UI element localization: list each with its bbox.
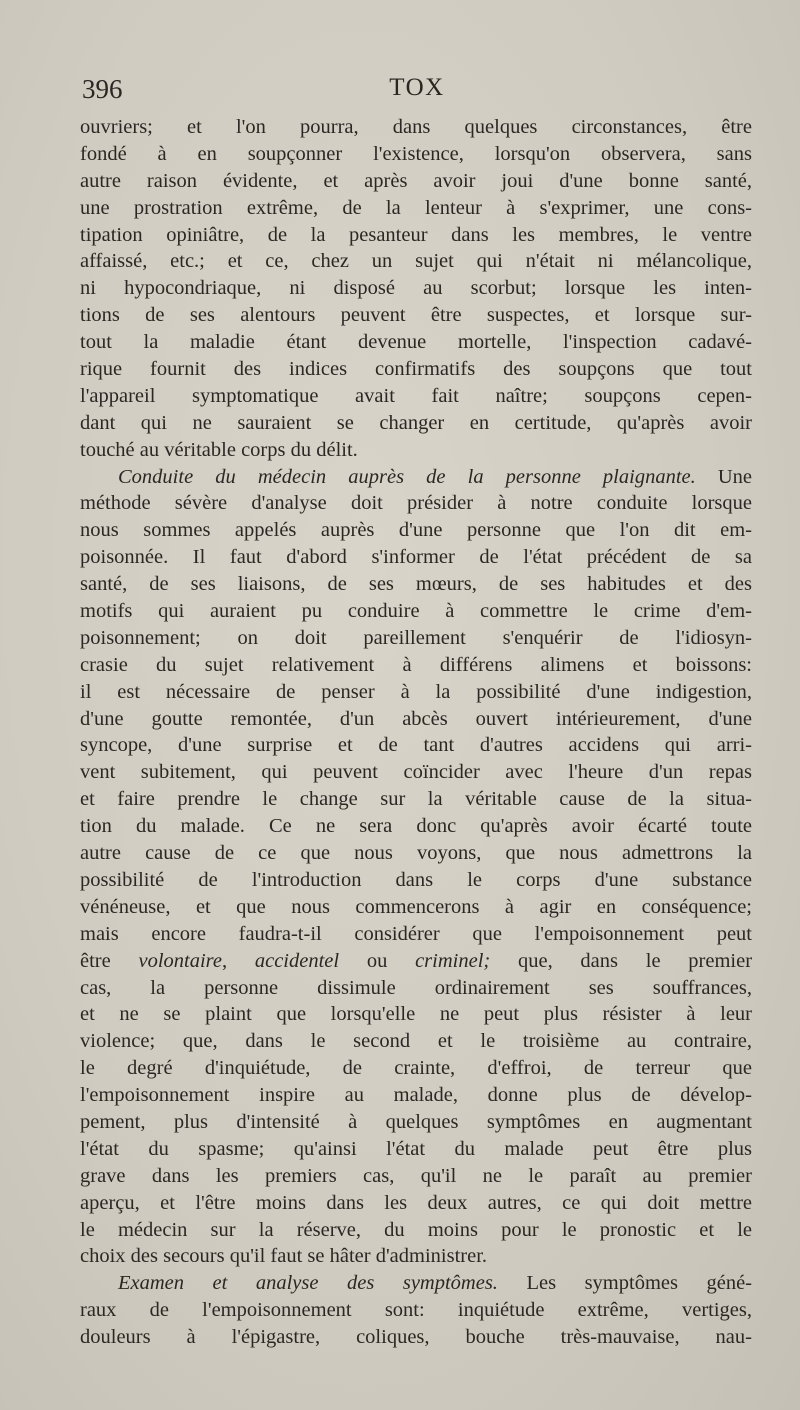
text-line: autre raison évidente, et après avoir joui d'une bonne santé, bbox=[80, 169, 752, 192]
text-line: dant qui ne sauraient se changer en certitude, qu'après avoir bbox=[80, 411, 752, 434]
text-line: affaissé, etc.; et ce, chez un sujet qui n'était ni mélancolique, bbox=[80, 250, 752, 273]
body-text bbox=[80, 114, 752, 1351]
text-line: tions de ses alentours peuvent être suspectes, et lorsque sur- bbox=[80, 304, 752, 327]
text-line: et faire prendre le change sur la véritable cause de la situa- bbox=[80, 788, 752, 811]
section-heading: Examen et analyse des symptômes. bbox=[118, 1272, 498, 1295]
text-line: l'empoisonnement inspire au malade, donne plus de dévelop- bbox=[80, 1084, 752, 1107]
text-fragment: Une bbox=[717, 465, 752, 488]
text-line: grave dans les premiers cas, qu'il ne le paraît au premier bbox=[80, 1164, 752, 1187]
text-line: touché au véritable corps du délit. bbox=[80, 438, 358, 461]
text-line: raux de l'empoisonnement sont: inquiétude extrême, vertiges, bbox=[80, 1299, 752, 1322]
text-line: il est nécessaire de penser à la possibilité d'une indigestion, bbox=[80, 680, 752, 703]
text-line: nous sommes appelés auprès d'une personne que l'on dit em- bbox=[80, 519, 752, 542]
text-fragment: , bbox=[221, 949, 255, 972]
italic-term: accidentel bbox=[254, 949, 340, 972]
text-line: vent subitement, qui peuvent coïncider avec l'heure d'un repas bbox=[80, 761, 752, 784]
text-line: possibilité de l'introduction dans le corps d'une substance bbox=[80, 868, 752, 891]
page-header bbox=[82, 74, 752, 108]
text-line: tout la maladie étant devenue mortelle, l'inspection cadavé- bbox=[80, 331, 752, 354]
text-line: tion du malade. Ce ne sera donc qu'après avoir écarté toute bbox=[80, 815, 752, 838]
text-line: vénéneuse, et que nous commencerons à agir en conséquence; bbox=[80, 895, 752, 918]
text-line: l'appareil symptomatique avait fait naître; soupçons cepen- bbox=[80, 384, 752, 407]
page-number: 396 bbox=[82, 74, 123, 104]
text-line: poisonnée. Il faut d'abord s'informer de l'état précédent de sa bbox=[80, 546, 752, 569]
text-line: tipation opiniâtre, de la pesanteur dans les membres, le ventre bbox=[80, 223, 752, 246]
text-line: une prostration extrême, de la lenteur à s'exprimer, une cons- bbox=[80, 196, 752, 219]
text-line: fondé à en soupçonner l'existence, lorsqu'on observera, sans bbox=[80, 142, 752, 165]
text-line bbox=[80, 948, 752, 975]
section-heading-line bbox=[80, 464, 752, 491]
italic-term: volontaire bbox=[138, 949, 222, 972]
text-line: autre cause de ce que nous voyons, que nous admettrons la bbox=[80, 842, 752, 865]
italic-term: criminel; bbox=[415, 949, 491, 972]
text-line: méthode sévère d'analyse doit présider à notre conduite lorsque bbox=[80, 492, 752, 515]
text-line: cas, la personne dissimule ordinairement ses souffrances, bbox=[80, 976, 752, 999]
text-line: ouvriers; et l'on pourra, dans quelques circonstances, être bbox=[80, 116, 752, 138]
text-line: ni hypocondriaque, ni disposé au scorbut; lorsque les inten- bbox=[80, 277, 752, 300]
text-line: le degré d'inquiétude, de crainte, d'effroi, de terreur que bbox=[80, 1057, 752, 1080]
text-line: d'une goutte remontée, d'un abcès ouvert intérieurement, d'une bbox=[80, 707, 752, 730]
text-line: douleurs à l'épigastre, coliques, bouche très-mauvaise, nau- bbox=[80, 1326, 752, 1349]
text-line: pement, plus d'intensité à quelques symptômes en augmentant bbox=[80, 1110, 752, 1133]
text-line: aperçu, et l'être moins dans les deux autres, ce qui doit mettre bbox=[80, 1191, 752, 1214]
section-heading-line bbox=[80, 1270, 752, 1297]
text-line: le médecin sur la réserve, du moins pour le pronostic et le bbox=[80, 1218, 752, 1241]
text-line: motifs qui auraient pu conduire à commettre le crime d'em- bbox=[80, 600, 752, 623]
text-line: violence; que, dans le second et le troisième au contraire, bbox=[80, 1030, 752, 1053]
text-line: poisonnement; on doit pareillement s'enquérir de l'idiosyn- bbox=[80, 626, 752, 649]
text-fragment: Les symptômes géné- bbox=[526, 1272, 753, 1295]
text-line: l'état du spasme; qu'ainsi l'état du malade peut être plus bbox=[80, 1137, 752, 1160]
text-line: choix des secours qu'il faut se hâter d'administrer. bbox=[80, 1245, 488, 1268]
text-fragment: que, dans le premier bbox=[490, 949, 753, 972]
section-heading: Conduite du médecin auprès de la personne plaignante. bbox=[118, 465, 696, 488]
text-fragment: être bbox=[80, 949, 139, 972]
text-line: et ne se plaint que lorsqu'elle ne peut plus résister à leur bbox=[80, 1003, 752, 1026]
text-line: santé, de ses liaisons, de ses mœurs, de ses habitudes et des bbox=[80, 573, 752, 596]
running-head: TOX bbox=[389, 74, 445, 101]
text-line: syncope, d'une surprise et de tant d'autres accidens qui arri- bbox=[80, 734, 752, 757]
text-line: rique fournit des indices confirmatifs des soupçons que tout bbox=[80, 358, 752, 381]
text-line: crasie du sujet relativement à différens alimens et boissons: bbox=[80, 653, 752, 676]
text-fragment: ou bbox=[339, 949, 416, 972]
text-line: mais encore faudra-t-il considérer que l'empoisonnement peut bbox=[80, 922, 752, 945]
